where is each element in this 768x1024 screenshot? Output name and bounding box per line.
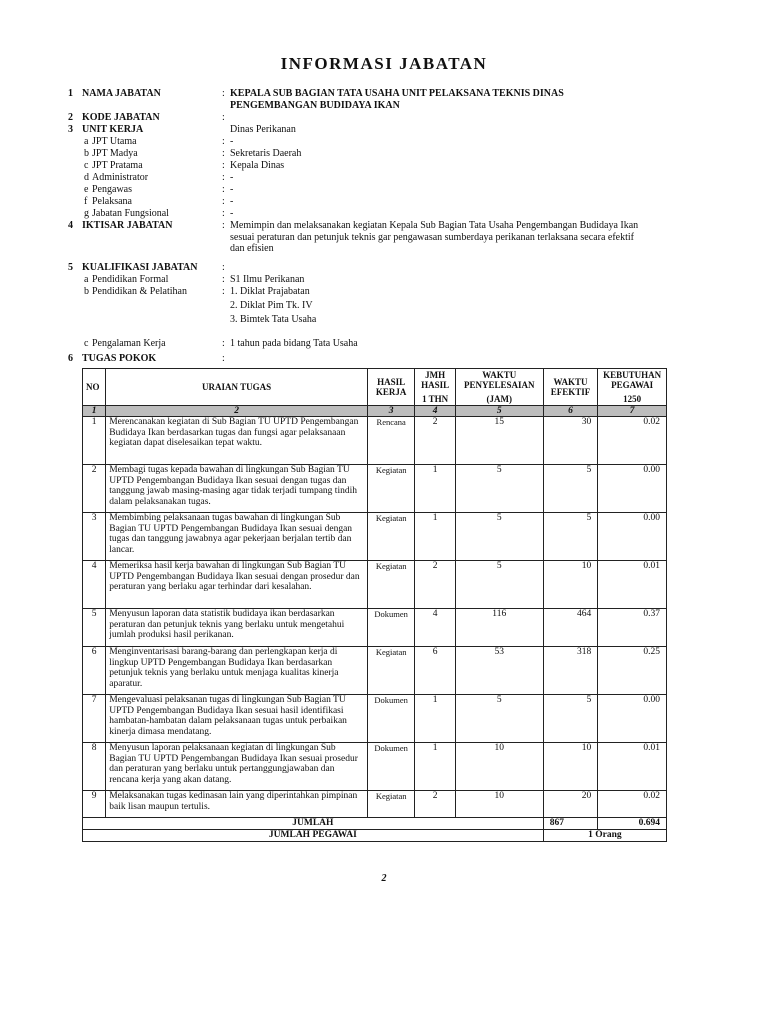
column-index-row (83, 406, 667, 417)
task-output: Dokumen (367, 743, 414, 791)
task-staff-need: 0.02 (598, 417, 667, 465)
header-kp-value: 1250 (623, 393, 642, 404)
table-row (83, 609, 667, 647)
task-effective-time: 30 (543, 417, 598, 465)
task-number: 2 (83, 465, 106, 513)
task-number: 1 (83, 417, 106, 465)
task-output-count: 1 (415, 465, 455, 513)
training-item: 1. Diklat Prajabatan (230, 286, 310, 297)
item-letter: a (84, 274, 89, 285)
task-output: Kegiatan (367, 513, 414, 561)
task-output-count: 1 (415, 695, 455, 743)
header-no: NO (83, 369, 106, 406)
item-value: 1 tahun pada bidang Tata Usaha (230, 338, 358, 349)
header-jmh-unit: 1 THN (422, 393, 449, 404)
task-number: 4 (83, 561, 106, 609)
task-staff-need: 0.01 (598, 561, 667, 609)
field-label: TUGAS POKOK (82, 353, 157, 364)
task-description: Membimbing pelaksanaan tugas bawahan di lingkungan Sub Bagian TU UPTD Pengembangan Budidaya Ikan sesuai dengan tugas dan tanggung jawabnya agar pekerjaan berjalan tertib dan lancar. (106, 513, 368, 561)
task-output-count: 4 (415, 609, 455, 647)
jumlah-pegawai-value: 1 Orang (543, 830, 666, 842)
item-value: S1 Ilmu Perikanan (230, 274, 305, 285)
task-output: Kegiatan (367, 647, 414, 695)
header-jmh (415, 369, 455, 406)
task-number: 8 (83, 743, 106, 791)
field-number: 4 (68, 220, 73, 231)
task-effective-time: 318 (543, 647, 598, 695)
item-label: Pelaksana (92, 196, 132, 207)
task-number: 6 (83, 647, 106, 695)
field-number: 1 (68, 88, 73, 99)
colon: : (222, 136, 225, 147)
index-cell: 3 (367, 406, 414, 417)
task-output: Kegiatan (367, 561, 414, 609)
item-label: Pendidikan & Pelatihan (92, 286, 187, 297)
task-completion-time: 116 (455, 609, 543, 647)
task-staff-need: 0.02 (598, 791, 667, 818)
jumlah-kebutuhan: 0.694 (598, 818, 667, 830)
task-output: Dokumen (367, 695, 414, 743)
task-output-count: 1 (415, 513, 455, 561)
task-description: Menyusun laporan data statistik budidaya ikan berdasarkan peraturan dan petunjuk teknis yang berlaku untuk mengetahui jumlah produksi hasil perikanan. (106, 609, 368, 647)
colon: : (222, 148, 225, 159)
colon: : (222, 160, 225, 171)
colon: : (222, 286, 225, 297)
task-number: 3 (83, 513, 106, 561)
header-jmh-label: JMH HASIL (421, 369, 450, 391)
task-staff-need: 0.37 (598, 609, 667, 647)
header-waktu-penyelesaian (455, 369, 543, 406)
item-letter: a (84, 136, 89, 147)
task-table-body (83, 417, 667, 818)
table-row (83, 791, 667, 818)
item-letter: b (84, 148, 89, 159)
task-effective-time: 5 (543, 695, 598, 743)
header-waktu-efektif: WAKTU EFEKTIF (543, 369, 598, 406)
task-staff-need: 0.00 (598, 695, 667, 743)
task-staff-need: 0.01 (598, 743, 667, 791)
task-output: Rencana (367, 417, 414, 465)
task-staff-need: 0.25 (598, 647, 667, 695)
task-effective-time: 464 (543, 609, 598, 647)
item-letter: d (84, 172, 89, 183)
task-completion-time: 10 (455, 743, 543, 791)
item-label: JPT Utama (92, 136, 137, 147)
item-letter: b (84, 286, 89, 297)
unit-kerja-value: Dinas Perikanan (230, 124, 296, 135)
task-effective-time: 5 (543, 465, 598, 513)
item-value: - (230, 136, 234, 147)
task-effective-time: 20 (543, 791, 598, 818)
header-wp-unit: (JAM) (486, 393, 512, 404)
task-description: Merencanakan kegiatan di Sub Bagian TU UPTD Pengembangan Budidaya Ikan berdasarkan tugas dan fungsi agar pelaksanaan kegiatan dapat diselesaikan tepat waktu. (106, 417, 368, 465)
item-value: Kepala Dinas (230, 160, 285, 171)
header-hasil: HASIL KERJA (367, 369, 414, 406)
task-completion-time: 5 (455, 561, 543, 609)
item-label: JPT Pratama (92, 160, 143, 171)
task-table (82, 368, 667, 842)
jumlah-label: JUMLAH (83, 818, 544, 830)
item-value: - (230, 184, 234, 195)
colon: : (222, 184, 225, 195)
item-letter: c (84, 338, 89, 349)
item-value: - (230, 208, 234, 219)
task-effective-time: 10 (543, 561, 598, 609)
colon: : (222, 172, 225, 183)
item-label: Pendidikan Formal (92, 274, 169, 285)
table-row (83, 647, 667, 695)
task-effective-time: 10 (543, 743, 598, 791)
colon: : (222, 338, 225, 349)
task-output-count: 2 (415, 791, 455, 818)
jumlah-waktu-efektif: 867 (543, 818, 598, 830)
table-row (83, 695, 667, 743)
task-output: Kegiatan (367, 465, 414, 513)
training-item: 3. Bimtek Tata Usaha (230, 314, 317, 325)
task-output: Kegiatan (367, 791, 414, 818)
task-completion-time: 15 (455, 417, 543, 465)
colon: : (222, 196, 225, 207)
training-item: 2. Diklat Pim Tk. IV (230, 300, 313, 311)
colon: : (222, 220, 225, 231)
task-staff-need: 0.00 (598, 513, 667, 561)
field-number: 2 (68, 112, 73, 123)
task-description: Menyusun laporan pelaksanaan kegiatan di lingkungan Sub Bagian TU UPTD Pengembangan Budidaya Ikan sesuai prosedur dan peraturan yang berlaku untuk pertanggungjawaban dan rencana kerja yang akan datang. (106, 743, 368, 791)
item-letter: e (84, 184, 89, 195)
header-kp-label: KEBUTUHAN PEGAWAI (603, 369, 662, 391)
colon: : (222, 112, 225, 123)
field-number: 6 (68, 353, 73, 364)
task-description: Membagi tugas kepada bawahan di lingkungan Sub Bagian TU UPTD Pengembangan Budidaya Ikan sesuai dengan tugas dan tanggung jawab masing-masing agar tidak terjadi tumpang tindih dalam pelaksanakan tugas. (106, 465, 368, 513)
task-description: Memeriksa hasil kerja bawahan di lingkungan Sub Bagian TU UPTD Pengembangan Budidaya Ikan sesuai dengan prosedur dan peraturan yang berlaku agar terhindar dari kesalahan. (106, 561, 368, 609)
page-number: 2 (381, 873, 387, 884)
task-staff-need: 0.00 (598, 465, 667, 513)
task-description: Melaksanakan tugas kedinasan lain yang diperintahkan pimpinan baik lisan maupun tertulis. (106, 791, 368, 818)
item-label: Administrator (92, 172, 149, 183)
item-label: JPT Madya (92, 148, 138, 159)
field-number: 5 (68, 262, 73, 273)
header-kebutuhan (598, 369, 667, 406)
field-label: NAMA JABATAN (82, 88, 161, 99)
table-row (83, 561, 667, 609)
field-label: IKTISAR JABATAN (82, 220, 173, 231)
item-letter: g (84, 208, 89, 219)
colon: : (222, 262, 225, 273)
index-cell: 1 (83, 406, 106, 417)
index-cell: 2 (106, 406, 368, 417)
table-header-row (83, 369, 667, 406)
task-description: Menginventarisasi barang-barang dan perlengkapan kerja di lingkup UPTD Pengembangan Budidaya Ikan berdasarkan petunjuk teknis yang berlaku untuk menjaga kualitas kinerja aparatur. (106, 647, 368, 695)
colon: : (222, 208, 225, 219)
task-completion-time: 5 (455, 695, 543, 743)
task-number: 9 (83, 791, 106, 818)
item-label: Pengawas (92, 184, 132, 195)
field-label: KUALIFIKASI JABATAN (82, 262, 198, 273)
table-row (83, 465, 667, 513)
header-wp-label: WAKTU PENYELESAIAN (464, 369, 535, 391)
task-number: 7 (83, 695, 106, 743)
task-output-count: 2 (415, 561, 455, 609)
iktisar-value: Memimpin dan melaksanakan kegiatan Kepala Sub Bagian Tata Usaha Pengembangan Budidaya Ikan sesuai peraturan dan petunjuk teknis gar pengawasan sumberdaya perikanan terlaksana secara efektif dan efisien (230, 220, 639, 254)
field-label: KODE JABATAN (82, 112, 160, 123)
colon: : (222, 274, 225, 285)
task-completion-time: 5 (455, 465, 543, 513)
task-effective-time: 5 (543, 513, 598, 561)
jumlah-pegawai-row (83, 830, 667, 842)
jumlah-row (83, 818, 667, 830)
item-letter: f (84, 196, 88, 207)
table-row (83, 513, 667, 561)
header-uraian: URAIAN TUGAS (106, 369, 368, 406)
item-label: Pengalaman Kerja (92, 338, 166, 349)
item-label: Jabatan Fungsional (92, 208, 169, 219)
task-completion-time: 53 (455, 647, 543, 695)
colon: : (222, 88, 225, 99)
item-value: - (230, 172, 234, 183)
field-label: UNIT KERJA (82, 124, 144, 135)
task-number: 5 (83, 609, 106, 647)
item-letter: c (84, 160, 89, 171)
task-output-count: 1 (415, 743, 455, 791)
index-cell: 4 (415, 406, 455, 417)
index-cell: 5 (455, 406, 543, 417)
task-completion-time: 5 (455, 513, 543, 561)
table-row (83, 743, 667, 791)
task-output-count: 2 (415, 417, 455, 465)
table-row (83, 417, 667, 465)
document-title: INFORMASI JABATAN (280, 54, 488, 73)
index-cell: 7 (598, 406, 667, 417)
jumlah-pegawai-label: JUMLAH PEGAWAI (83, 830, 544, 842)
task-output-count: 6 (415, 647, 455, 695)
item-value: - (230, 196, 234, 207)
task-output: Dokumen (367, 609, 414, 647)
field-number: 3 (68, 124, 73, 135)
task-description: Mengevaluasi pelaksanan tugas di lingkungan Sub Bagian TU UPTD Pengembangan Budidaya Ikan sesuai hasil identifikasi hambatan-hambatan dalam pelaksanaan tugas untuk perbaikan kinerja dimasa mendatang. (106, 695, 368, 743)
task-completion-time: 10 (455, 791, 543, 818)
item-value: Sekretaris Daerah (230, 148, 302, 159)
index-cell: 6 (543, 406, 598, 417)
nama-jabatan-value: KEPALA SUB BAGIAN TATA USAHA UNIT PELAKSANA TEKNIS DINAS PENGEMBANGAN BUDIDAYA IKAN (230, 88, 564, 111)
colon: : (222, 353, 225, 364)
